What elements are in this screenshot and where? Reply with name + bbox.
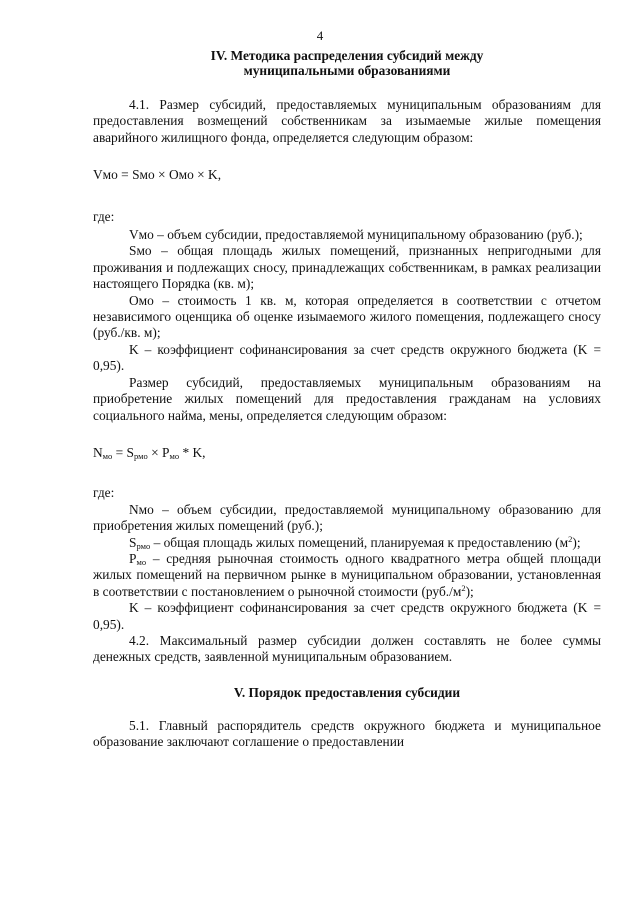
section-5-title: V. Порядок предоставления субсидии [233, 684, 461, 700]
page-number: 4 [316, 28, 324, 43]
srmo-symbol: S [129, 534, 137, 550]
formula-vmo: Vмо = Sмо × Омо × K, [93, 167, 222, 183]
definition-srmo [93, 535, 601, 551]
formula-times-k: * K, [179, 444, 206, 460]
formula-equals-s: = S [112, 444, 135, 460]
section-4-title-line-2: муниципальными образованиями [243, 63, 451, 78]
definition-smo: Sмо – общая площадь жилых помещений, признанных непригодными для проживания и подлежащих сносу, принадлежащих собственникам, в рамках реализации настоящего Порядка (кв. м); [93, 243, 601, 292]
definition-omo: Омо – стоимость 1 кв. м, которая определяется в соответствии с отчетом независимого оценщика об оценке изымаемого жилого помещения, подлежащего сносу (руб./кв. м); [93, 292, 601, 341]
pmo-subscript: мо [136, 556, 147, 567]
pmo-superscript: 2 [461, 582, 466, 593]
pmo-text: – средняя рыночная стоимость одного квадратного метра общей площади жилых помещений на первичном рынке в муниципальном образовании, установленная в соответствии с постановлением о рыночной стоимости (руб./м [93, 550, 601, 599]
srmo-subscript: рмо [136, 540, 151, 551]
formula-s-subscript: рмо [134, 450, 148, 461]
srmo-superscript: 2 [568, 533, 573, 544]
formula-nmo [93, 445, 601, 461]
formula-times-p: × P [147, 444, 170, 460]
paragraph-5-1: 5.1. Главный распорядитель средств окружного бюджета и муниципальное образование заключают соглашение о предоставлении [93, 717, 601, 750]
definition-pmo [93, 551, 601, 600]
definition-k-1: K – коэффициент софинансирования за счет средств окружного бюджета (K = 0,95). [93, 341, 601, 374]
formula-n-symbol: N [93, 444, 103, 460]
paragraph-subsidy-size-2: Размер субсидий, предоставляемых муниципальным образованиям на приобретение жилых помещений для предоставления гражданам на условиях социального найма, мены, определяется следующим образом: [93, 374, 601, 423]
srmo-end: ); [572, 534, 581, 550]
definition-nmo: Nмо – объем субсидии, предоставляемой муниципальному образованию для приобретения жилых помещений (руб.); [93, 501, 601, 534]
section-4-title-line-1: IV. Методика распределения субсидий между [210, 48, 484, 63]
section-4-heading [93, 48, 601, 78]
document-body [93, 48, 601, 751]
pmo-symbol: P [129, 550, 137, 566]
where-label-1: где: [93, 208, 115, 224]
formula-n-subscript: мо [102, 450, 113, 461]
formula-p-subscript: мо [169, 450, 180, 461]
pmo-end: ); [465, 583, 474, 599]
paragraph-4-1: 4.1. Размер субсидий, предоставляемых муниципальным образованиям для предоставления возмещений собственникам за изымаемые жилые помещения аварийного жилищного фонда, определяется следующим образом: [93, 97, 601, 145]
where-label-2: где: [93, 485, 115, 501]
paragraph-4-2: 4.2. Максимальный размер субсидии должен составлять не более суммы денежных средств, заявленной муниципальным образованием. [93, 632, 601, 665]
definition-vmo: Vмо – объем субсидии, предоставляемой муниципальному образованию (руб.); [129, 227, 583, 243]
srmo-text: – общая площадь жилых помещений, планируемая к предоставлению (м [150, 534, 569, 550]
definition-k-2: K – коэффициент софинансирования за счет средств окружного бюджета (K = 0,95). [93, 600, 601, 632]
